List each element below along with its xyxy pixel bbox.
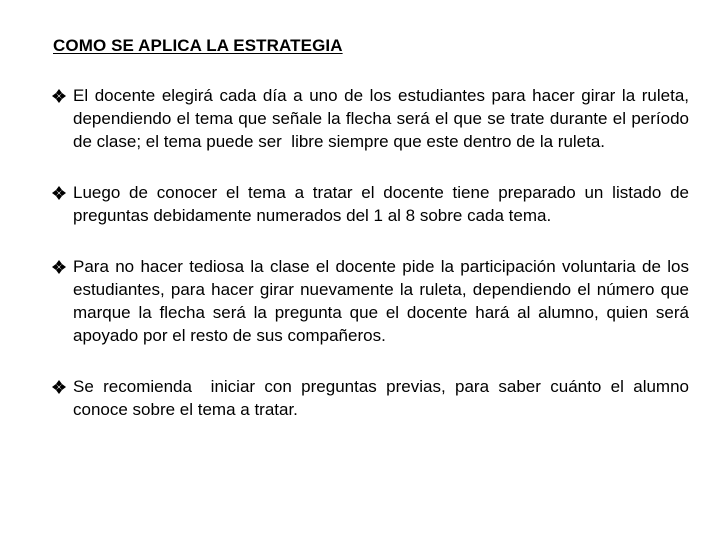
bullet-item xyxy=(52,181,699,227)
diamond-bullet-icon xyxy=(52,89,66,103)
bullet-text: Luego de conocer el tema a tratar el docente tiene preparado un listado de preguntas debidamente numerados del 1 al 8 sobre cada tema. xyxy=(73,183,699,225)
diamond-bullet-icon xyxy=(52,380,66,394)
bullet-item xyxy=(52,375,694,421)
diamond-bullet-icon xyxy=(52,186,66,200)
bullet-item xyxy=(52,84,699,153)
bullet-text: Se recomienda iniciar con preguntas previas, para saber cuánto el alumno conoce sobre el tema a tratar. xyxy=(73,377,694,419)
slide-title: COMO SE APLICA LA ESTRATEGIA xyxy=(53,36,343,55)
bullet-item xyxy=(52,255,694,347)
diamond-bullet-icon xyxy=(52,260,66,274)
bullet-text: Para no hacer tediosa la clase el docente pide la participación voluntaria de los estudiantes, para hacer girar nuevamente la ruleta, dependiendo el número que marque la flecha será la pregunta que el docente hará al alumno, quien será apoyado por el resto de sus compañeros. xyxy=(73,257,694,345)
bullet-list xyxy=(52,84,699,449)
bullet-text: El docente elegirá cada día a uno de los estudiantes para hacer girar la ruleta, dependiendo el tema que señale la flecha será el que se trate durante el período de clase; el tema puede ser libre siempre que este dentro de la ruleta. xyxy=(73,86,699,151)
